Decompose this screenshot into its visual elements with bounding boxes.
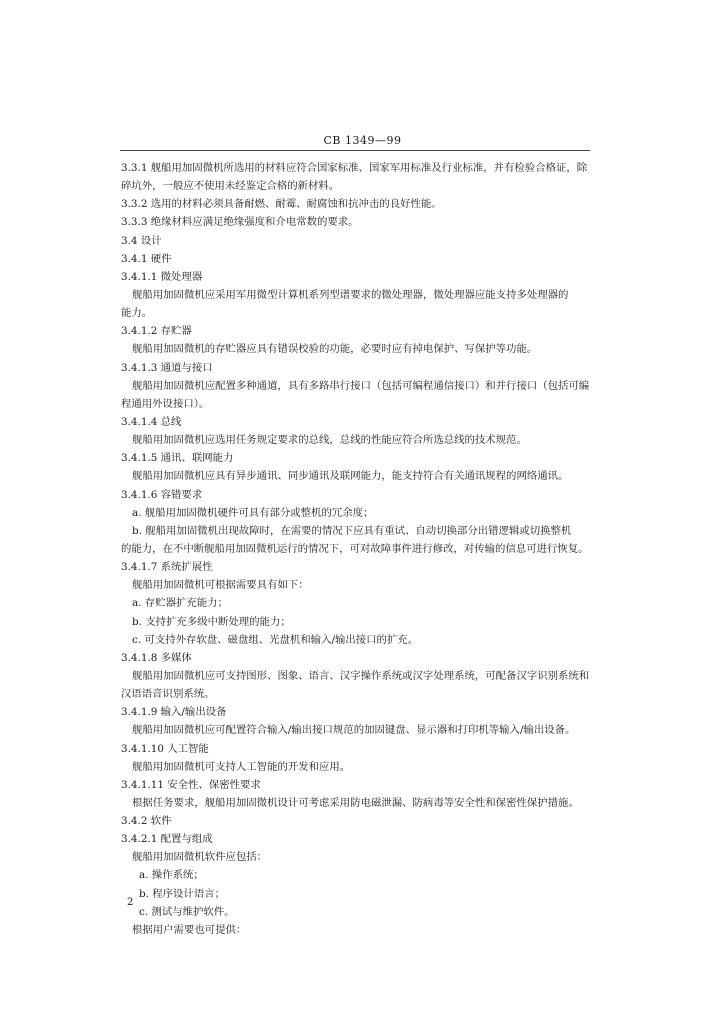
paragraph-text: 舰船用加固微机应可支持图形、图象、语言、汉字操作系统或汉字处理系统，可配备汉字识别系统和 — [132, 669, 590, 682]
paragraph-text: 舰船用加固微机应采用军用微型计算机系列型谱要求的微处理器，微处理器应能支持多处理器的 — [132, 288, 569, 301]
list-item: b. 舰船用加固微机出现故障时，在需要的情况下应具有重试、自动切换部分出错逻辑或切换整机 — [132, 524, 572, 537]
paragraph-text: 舰船用加固微机应选用任务规定要求的总线，总线的性能应符合所选总线的技术规范。 — [132, 434, 527, 447]
clause-heading-3-4-1-7: 3.4.1.7 系统扩展性 — [121, 561, 213, 574]
body-text — [121, 159, 591, 939]
list-item: a. 操作系统； — [139, 869, 204, 882]
clause-3-3-3: 3.3.3 绝缘材料应满足绝缘强度和介电常数的要求。 — [121, 216, 359, 229]
section-heading-3-4-2: 3.4.2 软件 — [121, 815, 172, 828]
paragraph-text: 舰船用加固微机应可配置符合输入/输出接口规范的加固键盘、显示器和打印机等输入/输出设备。 — [132, 724, 576, 737]
clause-heading-3-4-1-8: 3.4.1.8 多媒体 — [121, 651, 192, 664]
clause-heading-3-4-2-1: 3.4.2.1 配置与组成 — [121, 833, 213, 846]
header-rule — [120, 150, 590, 151]
paragraph-text: 程通用外设接口）。 — [121, 397, 210, 410]
clause-heading-3-4-1-2: 3.4.1.2 存贮器 — [121, 325, 192, 338]
clause-3-3-2: 3.3.2 选用的材料必须具备耐燃、耐霉、耐腐蚀和抗冲击的良好性能。 — [121, 198, 442, 211]
clause-heading-3-4-1-9: 3.4.1.9 输入/输出设备 — [121, 706, 227, 719]
paragraph-text: 舰船用加固微机可根据需要具有如下： — [132, 579, 309, 592]
list-item: b. 支持扩充多级中断处理的能力； — [132, 615, 291, 628]
paragraph-text: 的能力，在不中断舰船用加固微机运行的情况下，可对故障事件进行修改，对传输的信息可进行恢复。 — [121, 542, 589, 555]
section-heading-3-4: 3.4 设计 — [121, 234, 162, 247]
clause-heading-3-4-1-5: 3.4.1.5 通讯、联网能力 — [121, 452, 234, 465]
paragraph-text: 舰船用加固微机应配置多种通道，具有多路串行接口（包括可编程通信接口）和并行接口（包括可编 — [132, 379, 590, 392]
section-heading-3-4-1: 3.4.1 硬件 — [121, 252, 172, 265]
paragraph-text: 汉语语音识别系统。 — [121, 688, 215, 701]
clause-3-3-1-cont: 碎坑外，一般应不使用未经鉴定合格的新材料。 — [121, 180, 340, 193]
list-item: b. 程序设计语言； — [139, 887, 225, 900]
page-number: 2 — [127, 897, 134, 908]
list-item: c. 可支持外存软盘、磁盘组、光盘机和输入/输出接口的扩充。 — [132, 633, 419, 646]
clause-heading-3-4-1-1: 3.4.1.1 微处理器 — [121, 270, 203, 283]
paragraph-text: 舰船用加固微机软件应包括： — [132, 851, 268, 864]
clause-heading-3-4-1-3: 3.4.1.3 通道与接口 — [121, 361, 213, 374]
paragraph-text: 能力。 — [121, 307, 153, 320]
paragraph-text: 舰船用加固微机应具有异步通讯、同步通讯及联网能力，能支持符合有关通讯规程的网络通讯。 — [132, 470, 569, 483]
clause-heading-3-4-1-10: 3.4.1.10 人工智能 — [121, 742, 209, 755]
paragraph-text: 舰船用加固微机的存贮器应具有错误校验的功能，必要时应有掉电保护、写保护等功能。 — [132, 343, 538, 356]
list-item: a. 存贮器扩充能力； — [132, 597, 228, 610]
paragraph-text: 舰船用加固微机可支持人工智能的开发和应用。 — [132, 760, 351, 773]
clause-heading-3-4-1-11: 3.4.1.11 安全性、保密性要求 — [121, 778, 261, 791]
list-item: c. 测试与维护软件。 — [139, 905, 235, 918]
standard-code-header: CB 1349—99 — [323, 134, 402, 147]
list-item: a. 舰船用加固微机硬件可具有部分或整机的冗余度； — [132, 506, 374, 519]
paragraph-text: 根据任务要求，舰船用加固微机设计可考虑采用防电磁泄漏、防病毒等安全性和保密性保护措施。 — [132, 796, 579, 809]
clause-heading-3-4-1-6: 3.4.1.6 容错要求 — [121, 488, 203, 501]
clause-3-3-1: 3.3.1 舰船用加固微机所选用的材料应符合国家标准、国家军用标准及行业标准，并有检验合格证，除 — [121, 162, 588, 174]
paragraph-text: 根据用户需要也可提供： — [132, 923, 247, 936]
clause-heading-3-4-1-4: 3.4.1.4 总线 — [121, 415, 182, 428]
